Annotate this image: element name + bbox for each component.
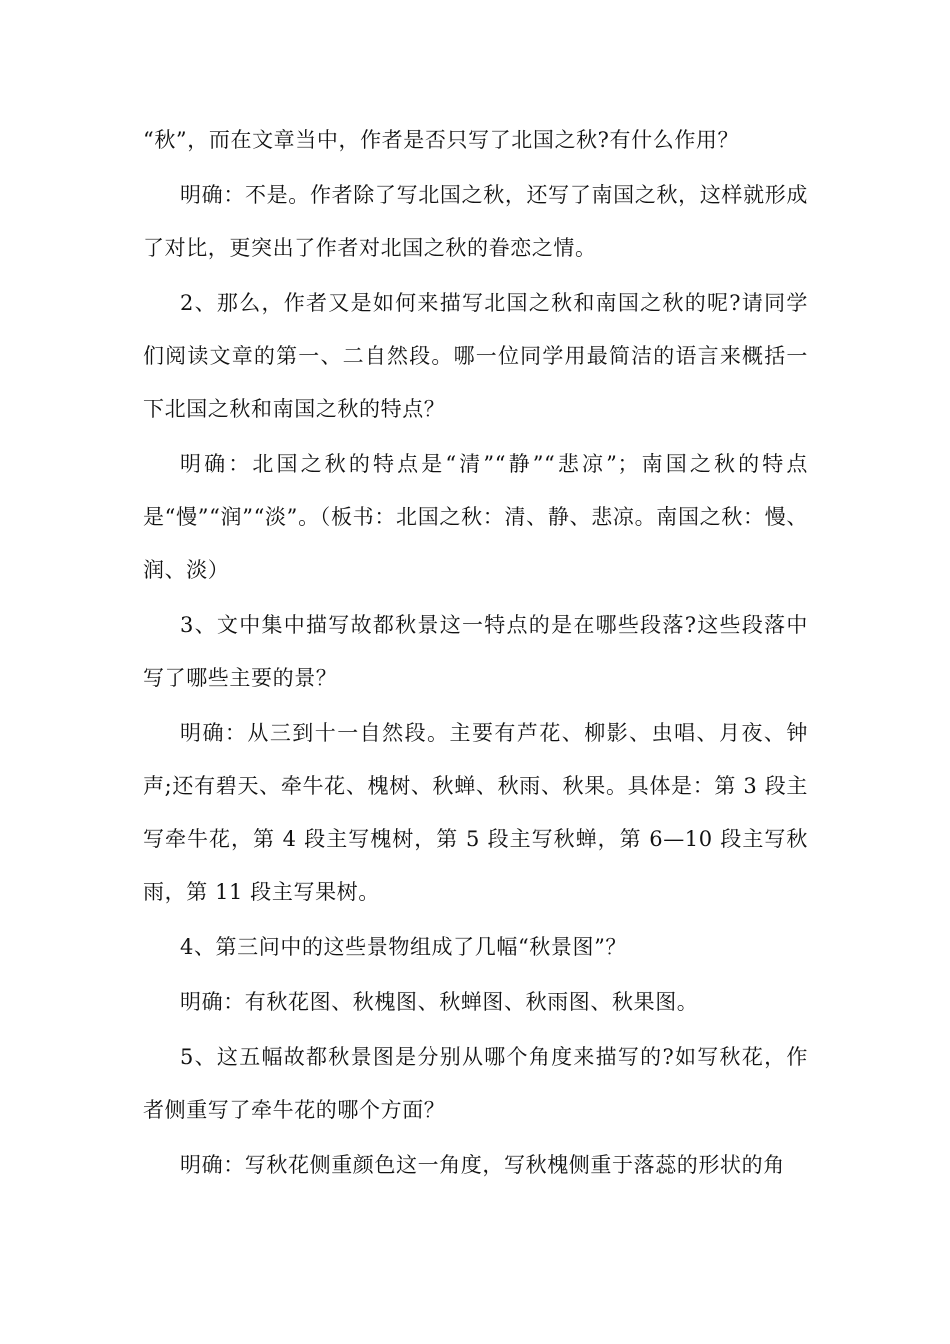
document-body [143,114,808,1192]
paragraph-2: 明确：不是。作者除了写北国之秋，还写了南国之秋，这样就形成了对比，更突出了作者对北国之秋的眷恋之情。 [143,183,808,260]
paragraph-4: 明确：北国之秋的特点是“清”“静”“悲凉”；南国之秋的特点是“慢”“润”“淡”。（板书：北国之秋：清、静、悲凉。南国之秋：慢、润、淡） [143,452,808,582]
paragraph-5: 3、文中集中描写故都秋景这一特点的是在哪些段落?这些段落中写了哪些主要的景？ [143,613,808,690]
paragraph-9: 5、这五幅故都秋景图是分别从哪个角度来描写的?如写秋花，作者侧重写了牵牛花的哪个方面？ [143,1045,808,1122]
paragraph-10: 明确：写秋花侧重颜色这一角度，写秋槐侧重于落蕊的形状的角 [180,1153,785,1177]
paragraph-8: 明确：有秋花图、秋槐图、秋蝉图、秋雨图、秋果图。 [180,990,699,1014]
paragraph-1: “秋”，而在文章当中，作者是否只写了北国之秋?有什么作用？ [143,128,740,152]
paragraph-7: 4、第三问中的这些景物组成了几幅“秋景图”？ [180,935,628,959]
paragraph-6: 明确：从三到十一自然段。主要有芦花、柳影、虫唱、月夜、钟声;还有碧天、牵牛花、槐树、秋蝉、秋雨、秋果。具体是：第 3 段主写牵牛花，第 4 段主写槐树，第 5 段主写秋蝉，第 6—10 段主写秋雨，第 11 段主写果树。 [143,721,808,904]
paragraph-3: 2、那么，作者又是如何来描写北国之秋和南国之秋的呢?请同学们阅读文章的第一、二自然段。哪一位同学用最简洁的语言来概括一下北国之秋和南国之秋的特点？ [143,291,808,421]
